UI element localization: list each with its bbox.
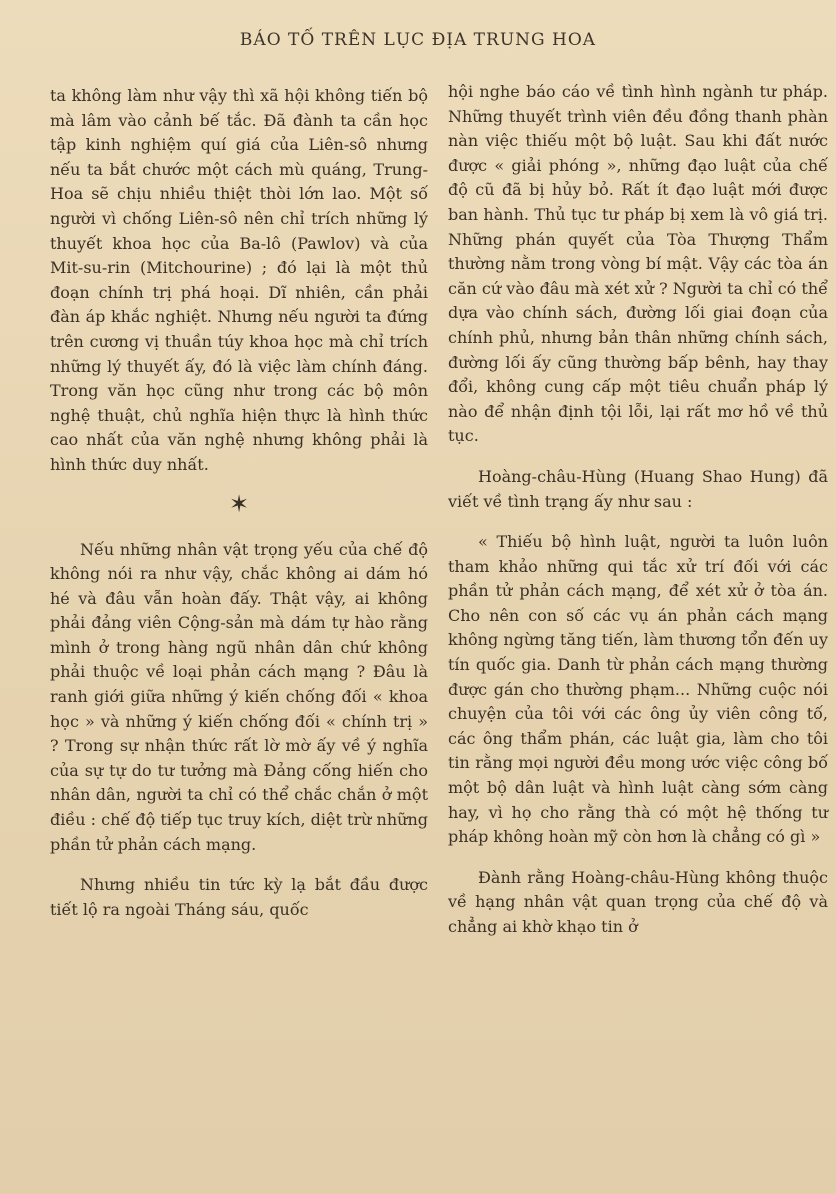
right-column [448,80,828,940]
paragraph: Nếu những nhân vật trọng yếu của chế độ không nói ra như vậy, chắc không ai dám hó hé và đâu vẫn hoàn đấy. Thật vậy, ai không phải đảng viên Cộng-sản mà dám tự hào rằng mình ở trong hàng ngũ nhân dân chứ không phải thuộc về loại phản cách mạng ? Đâu là ranh giới giữa những ý kiến chống đối « khoa học » và những ý kiến chống đối « chính trị » ? Trong sự nhận thức rất lờ mờ ấy về ý nghĩa của sự tự do tư tưởng mà Đảng cống hiến cho nhân dân, người ta chỉ có thể chắc chắn ở một điều : chế độ tiếp tục truy kích, diệt trừ những phần tử phản cách mạng. [50,539,428,854]
running-header: BÁO TỐ TRÊN LỤC ĐỊA TRUNG HOA [239,30,597,50]
star-separator-icon: ✶ [228,489,250,518]
paragraph: Nhưng nhiều tin tức kỳ lạ bắt đầu được tiết lộ ra ngoài Tháng sáu, quốc [50,875,428,919]
left-column [50,84,428,922]
paragraph: hội nghe báo cáo về tình hình ngành tư pháp. Những thuyết trình viên đều đồng thanh phàn nàn việc thiếu một bộ luật. Sau khi đất nước được « giải phóng », những đạo luật của chế độ cũ đã bị hủy bỏ. Rất ít đạo luật mới được ban hành. Thủ tục tư pháp bị xem là vô giá trị. Những phán quyết của Tòa Thượng Thẩm thường nằm trong vòng bí mật. Vậy các tòa án căn cứ vào đâu mà xét xử ? Người ta chỉ có thể dựa vào chính sách, đường lối giai đoạn của chính phủ, nhưng bản thân những chính sách, đường lối ấy cũng thường bấp bênh, hay thay đổi, không cung cấp một tiêu chuẩn pháp lý nào để nhận định tội lỗi, lại rất mơ hồ về thủ tục. [448,82,828,446]
block-quote: « Thiếu bộ hình luật, người ta luôn luôn tham khảo những qui tắc xử trí đối với các phần tử phản cách mạng, để xét xử ở tòa án. Cho nên con số các vụ án phản cách mạng không ngừng tăng tiến, làm thương tổn đến uy tín quốc gia. Danh từ phản cách mạng thường được gán cho thường phạm... Những cuộc nói chuyện của tôi với các ông ủy viên công tố, các ông thẩm phán, các luật gia, làm cho tôi tin rằng mọi người đều mong ước việc công bố một bộ dân luật và hình luật càng sớm càng hay, vì họ cho rằng thà có một hệ thống tư pháp không hoàn mỹ còn hơn là chẳng có gì » [448,532,828,847]
paragraph: Đành rằng Hoàng-châu-Hùng không thuộc về hạng nhân vật quan trọng của chế độ và chẳng ai khờ khạo tin ở [448,867,828,936]
paragraph: ta không làm như vậy thì xã hội không tiến bộ mà lâm vào cảnh bế tắc. Đã đành ta cần học tập kinh nghiệm quí giá của Liên-sô nhưng nếu ta bắt chước một cách mù quáng, Trung-Hoa sẽ chịu nhiều thiệt thòi lớn lao. Một số người vì chống Liên-sô nên chỉ trích những lý thuyết khoa học của Ba-lô (Pawlov) và của Mit-su-rin (Mitchourine) ; đó lại là một thủ đoạn chính trị phá hoại. Dĩ nhiên, cần phải đàn áp khắc nghiệt. Nhưng nếu người ta đứng trên cương vị thuần túy khoa học mà chỉ trích những lý thuyết ấy, đó là việc làm chính đáng. Trong văn học cũng như trong các bộ môn nghệ thuật, chủ nghĩa hiện thực là hình thức cao nhất của văn nghệ nhưng không phải là hình thức duy nhất. [50,86,428,474]
paragraph: Hoàng-châu-Hùng (Huang Shao Hung) đã viết về tình trạng ấy như sau : [448,466,828,511]
